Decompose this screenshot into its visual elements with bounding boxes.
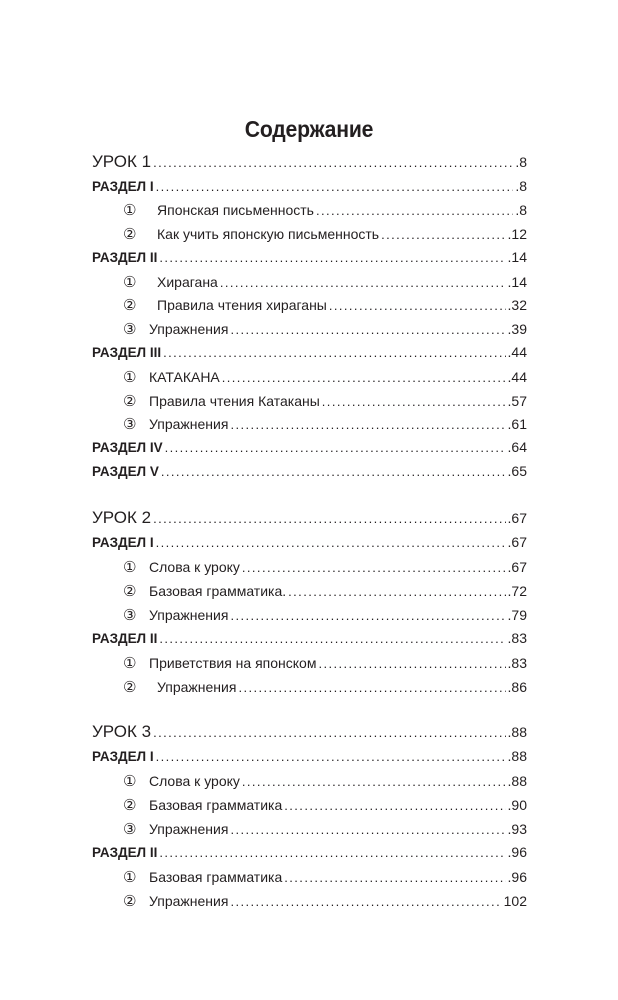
lesson-label: УРОК 2 bbox=[92, 508, 152, 527]
circled-number-icon: ① bbox=[123, 559, 137, 576]
toc-item[interactable] bbox=[123, 820, 527, 838]
toc-item[interactable] bbox=[123, 225, 527, 243]
item-label: Упражнения bbox=[157, 679, 237, 695]
circled-number-icon: ① bbox=[123, 369, 137, 386]
toc-item[interactable] bbox=[123, 392, 527, 410]
item-label: Базовая грамматика bbox=[149, 797, 283, 813]
circled-number-icon: ① bbox=[123, 274, 137, 291]
dot-leader bbox=[230, 608, 505, 623]
dot-leader bbox=[284, 870, 505, 885]
dot-leader bbox=[238, 680, 505, 695]
page-number: .72 bbox=[507, 583, 527, 599]
page-number: .88 bbox=[507, 724, 527, 740]
page-number: .67 bbox=[507, 510, 527, 526]
page-number: .39 bbox=[507, 321, 527, 337]
section-label: РАЗДЕЛ V bbox=[92, 464, 159, 479]
dot-leader bbox=[220, 275, 506, 290]
toc-section[interactable] bbox=[92, 463, 527, 479]
dot-leader bbox=[316, 203, 513, 218]
page-number: .90 bbox=[507, 797, 527, 813]
page-number: .14 bbox=[507, 249, 527, 265]
toc-item[interactable] bbox=[123, 892, 527, 910]
item-label: Упражнения bbox=[149, 416, 229, 432]
circled-number-icon: ① bbox=[123, 773, 137, 790]
page-number: .86 bbox=[507, 679, 527, 695]
item-label: Упражнения bbox=[149, 893, 229, 909]
item-label: Упражнения bbox=[149, 321, 229, 337]
page-number: 102 bbox=[503, 893, 527, 909]
toc-lesson-2[interactable] bbox=[92, 508, 527, 528]
dot-leader bbox=[284, 798, 505, 813]
section-label: РАЗДЕЛ I bbox=[92, 179, 154, 194]
dot-leader bbox=[159, 631, 505, 646]
circled-number-icon: ② bbox=[123, 583, 137, 600]
page-number: .44 bbox=[507, 344, 527, 360]
dot-leader bbox=[156, 179, 514, 194]
dot-leader bbox=[222, 370, 506, 385]
page-number: .32 bbox=[507, 297, 527, 313]
toc-item[interactable] bbox=[123, 654, 527, 672]
dot-leader bbox=[230, 822, 505, 837]
page-number: .79 bbox=[507, 607, 527, 623]
section-label: РАЗДЕЛ II bbox=[92, 845, 158, 860]
page-number: .8 bbox=[515, 154, 527, 170]
item-label: Приветствия на японском bbox=[149, 655, 317, 671]
item-label: Слова к уроку bbox=[149, 559, 240, 575]
dot-leader bbox=[329, 298, 506, 313]
page-number: .61 bbox=[507, 416, 527, 432]
section-label: РАЗДЕЛ II bbox=[92, 631, 158, 646]
page-number: .88 bbox=[507, 773, 527, 789]
section-label: РАЗДЕЛ II bbox=[92, 250, 158, 265]
lesson-label: УРОК 3 bbox=[92, 722, 152, 741]
page-number: .57 bbox=[507, 393, 527, 409]
page-number: .83 bbox=[507, 630, 527, 646]
dot-leader bbox=[242, 560, 506, 575]
toc-item[interactable] bbox=[123, 415, 527, 433]
page-number: .44 bbox=[507, 369, 527, 385]
toc-section[interactable] bbox=[92, 748, 527, 764]
toc-section[interactable] bbox=[92, 630, 527, 646]
dot-leader bbox=[159, 250, 505, 265]
page-number: .88 bbox=[507, 748, 527, 764]
dot-leader bbox=[163, 345, 505, 360]
page-number: .67 bbox=[507, 559, 527, 575]
item-label: Упражнения bbox=[149, 607, 229, 623]
toc-item[interactable] bbox=[123, 558, 527, 576]
circled-number-icon: ② bbox=[123, 393, 137, 410]
dot-leader bbox=[161, 464, 506, 479]
dot-leader bbox=[322, 394, 506, 409]
item-label: Хирагана bbox=[157, 274, 218, 290]
circled-number-icon: ① bbox=[123, 202, 137, 219]
dot-leader bbox=[156, 749, 506, 764]
section-label: РАЗДЕЛ III bbox=[92, 345, 162, 360]
circled-number-icon: ② bbox=[123, 226, 137, 243]
circled-number-icon: ① bbox=[123, 655, 137, 672]
toc-item[interactable] bbox=[123, 796, 527, 814]
page-number: .8 bbox=[515, 178, 527, 194]
page-number: .8 bbox=[515, 202, 527, 218]
toc-item[interactable] bbox=[123, 772, 527, 790]
toc-lesson-1[interactable] bbox=[92, 152, 527, 172]
toc-item[interactable] bbox=[123, 273, 527, 291]
page-number: .64 bbox=[507, 439, 527, 455]
toc-item[interactable] bbox=[123, 368, 527, 386]
item-label: Базовая грамматика. bbox=[149, 583, 287, 599]
toc-item[interactable] bbox=[123, 296, 527, 314]
dot-leader bbox=[156, 535, 506, 550]
page-number: .14 bbox=[507, 274, 527, 290]
section-label: РАЗДЕЛ IV bbox=[92, 440, 163, 455]
toc-lesson-3[interactable] bbox=[92, 722, 527, 742]
dot-leader bbox=[165, 440, 506, 455]
item-label: Японская письменность bbox=[157, 202, 314, 218]
toc-item[interactable] bbox=[123, 868, 527, 886]
item-label: Правила чтения Катаканы bbox=[149, 393, 320, 409]
toc-item[interactable] bbox=[123, 678, 527, 696]
item-label: Упражнения bbox=[149, 821, 229, 837]
item-label: Слова к уроку bbox=[149, 773, 240, 789]
circled-number-icon: ③ bbox=[123, 821, 137, 838]
dot-leader bbox=[153, 725, 505, 740]
dot-leader bbox=[153, 511, 505, 526]
toc-item[interactable] bbox=[123, 606, 527, 624]
item-label: Как учить японскую письменность bbox=[157, 226, 380, 242]
dot-leader bbox=[153, 155, 513, 170]
section-label: РАЗДЕЛ I bbox=[92, 749, 154, 764]
dot-leader bbox=[288, 584, 505, 599]
toc-item[interactable] bbox=[123, 582, 527, 600]
page-number: .96 bbox=[507, 869, 527, 885]
dot-leader bbox=[230, 322, 505, 337]
dot-leader bbox=[159, 845, 505, 860]
toc-section[interactable] bbox=[92, 249, 527, 265]
lesson-label: УРОК 1 bbox=[92, 152, 152, 171]
toc-item[interactable] bbox=[123, 201, 527, 219]
page-number: .96 bbox=[507, 844, 527, 860]
dot-leader bbox=[318, 656, 505, 671]
toc-section[interactable] bbox=[92, 178, 527, 194]
toc-section[interactable] bbox=[92, 844, 527, 860]
page-number: .65 bbox=[507, 463, 527, 479]
toc-section[interactable] bbox=[92, 534, 527, 550]
page-number: .12 bbox=[507, 226, 527, 242]
circled-number-icon: ③ bbox=[123, 607, 137, 624]
toc-section[interactable] bbox=[92, 439, 527, 455]
circled-number-icon: ② bbox=[123, 797, 137, 814]
circled-number-icon: ③ bbox=[123, 321, 137, 338]
section-label: РАЗДЕЛ I bbox=[92, 535, 154, 550]
dot-leader bbox=[242, 774, 506, 789]
page-number: .93 bbox=[507, 821, 527, 837]
dot-leader bbox=[230, 417, 505, 432]
circled-number-icon: ② bbox=[123, 679, 137, 696]
dot-leader bbox=[381, 227, 505, 242]
toc-item[interactable] bbox=[123, 320, 527, 338]
circled-number-icon: ② bbox=[123, 893, 137, 910]
toc-section[interactable] bbox=[92, 344, 527, 360]
page-number: .83 bbox=[507, 655, 527, 671]
item-label: Базовая грамматика bbox=[149, 869, 283, 885]
item-label: КАТАКАНА bbox=[149, 369, 220, 385]
circled-number-icon: ① bbox=[123, 869, 137, 886]
circled-number-icon: ② bbox=[123, 297, 137, 314]
circled-number-icon: ③ bbox=[123, 416, 137, 433]
page-number: .67 bbox=[507, 534, 527, 550]
dot-leader bbox=[230, 894, 501, 909]
page-title: Содержание bbox=[244, 116, 374, 142]
item-label: Правила чтения хираганы bbox=[157, 297, 327, 313]
